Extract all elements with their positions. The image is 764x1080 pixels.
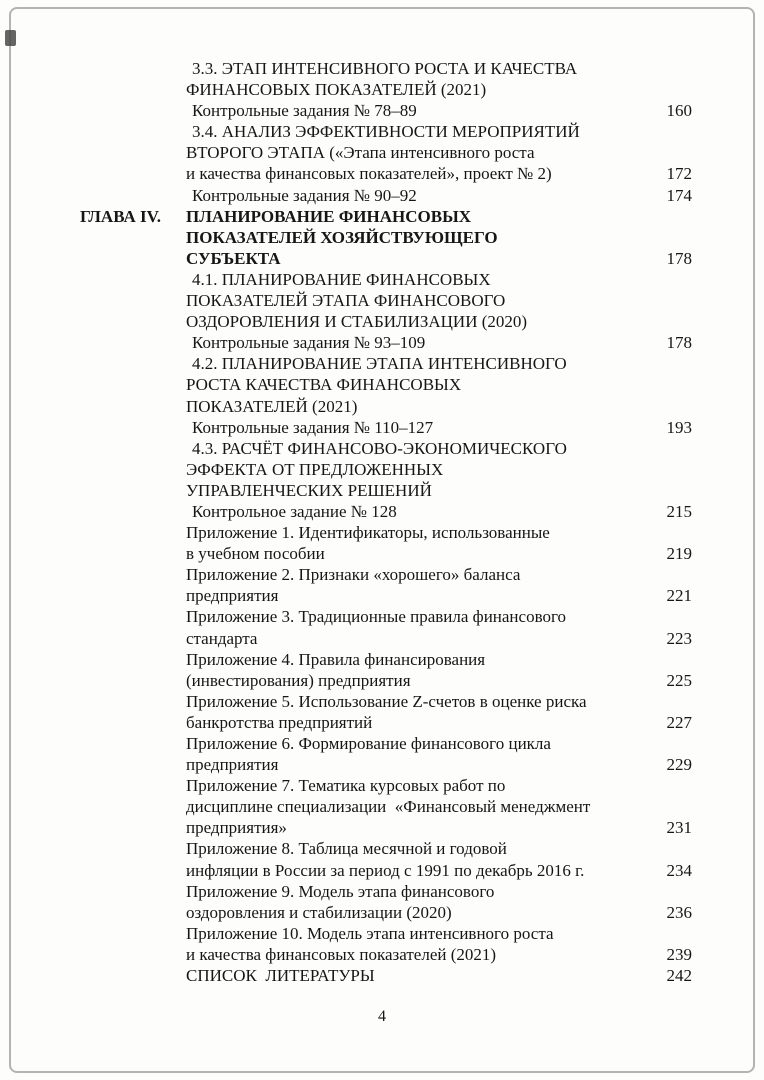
toc-line	[80, 564, 692, 585]
toc-entry-text: ПОКАЗАТЕЛЕЙ ХОЗЯЙСТВУЮЩЕГО	[186, 227, 498, 247]
toc-entry-text: СПИСОК ЛИТЕРАТУРЫ	[186, 966, 375, 986]
toc-page-number: 225	[666, 670, 692, 690]
toc-entry-text: Контрольные задания № 90–92	[192, 185, 417, 205]
toc-line	[80, 585, 692, 606]
toc-line	[80, 712, 692, 733]
toc-entry-text: и качества финансовых показателей (2021)	[186, 944, 497, 964]
toc-page-number: 160	[666, 101, 692, 121]
toc-page-number: 229	[666, 755, 692, 775]
toc-page-number: 174	[666, 185, 692, 205]
toc-line	[80, 374, 692, 395]
toc-page-number: 172	[666, 164, 692, 184]
toc-entry-text: оздоровления и стабилизации (2020)	[186, 902, 452, 922]
toc-page-number: 215	[666, 501, 692, 521]
toc-line	[80, 522, 692, 543]
toc-page-number: 223	[666, 628, 692, 648]
toc-line	[80, 332, 692, 353]
toc-line	[80, 628, 692, 649]
toc-line	[80, 353, 692, 374]
toc-entry-text: банкротства предприятий	[186, 712, 373, 732]
toc-line	[80, 311, 692, 332]
toc-page-number: 193	[666, 417, 692, 437]
toc-line	[80, 796, 692, 817]
toc-line	[80, 480, 692, 501]
toc-page-number: 242	[666, 966, 692, 986]
toc-page-number: 239	[666, 944, 692, 964]
toc-entry-text: Контрольное задание № 128	[192, 501, 397, 521]
toc-line	[80, 944, 692, 965]
toc-line	[80, 58, 692, 79]
toc-line	[80, 775, 692, 796]
toc-line	[80, 163, 692, 184]
toc-entry-text: 3.4. АНАЛИЗ ЭФФЕКТИВНОСТИ МЕРОПРИЯТИЙ	[192, 122, 580, 142]
toc-line	[80, 817, 692, 838]
toc-entry-text: ПЛАНИРОВАНИЕ ФИНАНСОВЫХ	[186, 206, 472, 226]
toc-entry-text: Приложение 1. Идентификаторы, использованные	[186, 523, 550, 543]
toc-entry-text: ВТОРОГО ЭТАПА («Этапа интенсивного роста	[186, 143, 535, 163]
toc-line	[80, 100, 692, 121]
toc-entry-text: Приложение 6. Формирование финансового цикла	[186, 734, 551, 753]
toc-entry-text: Приложение 8. Таблица месячной и годовой	[186, 839, 507, 859]
toc-line	[80, 248, 692, 269]
toc-page-number: 178	[666, 248, 692, 268]
toc-entry-text: Контрольные задания № 78–89	[192, 101, 417, 121]
toc-entry-text: 4.3. РАСЧЁТ ФИНАНСОВО-ЭКОНОМИЧЕСКОГО	[192, 438, 567, 458]
toc-line	[80, 185, 692, 206]
toc-entry-text: 4.1. ПЛАНИРОВАНИЕ ФИНАНСОВЫХ	[192, 269, 491, 289]
toc-entry-text: и качества финансовых показателей», проект № 2)	[186, 164, 552, 184]
toc-line	[80, 838, 692, 859]
toc-line	[80, 501, 692, 522]
toc-line	[80, 269, 692, 290]
toc-entry-text: предприятия»	[186, 818, 287, 838]
toc-entry-text: в учебном пособии	[186, 544, 325, 564]
toc-entry-text: Приложение 4. Правила финансирования	[186, 649, 486, 669]
toc-line	[80, 227, 692, 248]
toc-entry-text: дисциплине специализации «Финансовый менеджмент	[186, 797, 591, 817]
toc-entry-text: СУБЪЕКТА	[186, 248, 281, 268]
toc-entry-text: Контрольные задания № 93–109	[192, 333, 426, 353]
toc-page-number: 221	[666, 586, 692, 606]
toc-line	[80, 396, 692, 417]
toc-entry-text: ПОКАЗАТЕЛЕЙ ЭТАПА ФИНАНСОВОГО	[186, 291, 506, 311]
toc-page-number: 227	[666, 712, 692, 732]
toc-entry-text: Приложение 10. Модель этапа интенсивного роста	[186, 923, 554, 943]
toc-line	[80, 459, 692, 480]
toc-entry-text: 3.3. ЭТАП ИНТЕНСИВНОГО РОСТА И КАЧЕСТВА	[192, 59, 578, 78]
toc-page-number: 219	[666, 544, 692, 564]
toc-line	[80, 290, 692, 311]
page-number-footer: 4	[378, 1008, 386, 1025]
toc-entry-text: 4.2. ПЛАНИРОВАНИЕ ЭТАПА ИНТЕНСИВНОГО	[192, 354, 567, 374]
toc-entry-text: ЭФФЕКТА ОТ ПРЕДЛОЖЕННЫХ	[186, 459, 444, 479]
toc-entry-text: Приложение 3. Традиционные правила финансового	[186, 607, 567, 627]
toc-line	[80, 121, 692, 142]
toc-line	[80, 649, 692, 670]
toc-line	[80, 670, 692, 691]
toc-entry-text: ФИНАНСОВЫХ ПОКАЗАТЕЛЕЙ (2021)	[186, 80, 487, 100]
toc-line	[80, 606, 692, 627]
toc-entry-text: Контрольные задания № 110–127	[192, 417, 434, 437]
toc-page-number: 234	[666, 860, 692, 880]
toc-entry-text: стандарта	[186, 628, 258, 648]
toc-entry-text: УПРАВЛЕНЧЕСКИХ РЕШЕНИЙ	[186, 480, 432, 500]
scan-artifact-mark	[5, 30, 16, 46]
toc-line	[80, 206, 692, 227]
toc-line	[80, 881, 692, 902]
toc-page-number: 236	[666, 902, 692, 922]
toc-line	[80, 965, 692, 986]
toc-page-number: 178	[666, 333, 692, 353]
toc-entry-text: ОЗДОРОВЛЕНИЯ И СТАБИЛИЗАЦИИ (2020)	[186, 312, 528, 332]
toc-line	[80, 79, 692, 100]
toc-entry-text: (инвестирования) предприятия	[186, 670, 411, 690]
toc-line	[80, 923, 692, 944]
table-of-contents	[80, 58, 692, 986]
toc-entry-text: ПОКАЗАТЕЛЕЙ (2021)	[186, 396, 358, 416]
toc-entry-text: РОСТА КАЧЕСТВА ФИНАНСОВЫХ	[186, 375, 462, 395]
toc-line	[80, 902, 692, 923]
toc-page-number: 231	[666, 818, 692, 838]
toc-line	[80, 438, 692, 459]
toc-entry-text: Приложение 9. Модель этапа финансового	[186, 881, 495, 901]
toc-chapter-label: ГЛАВА IV.	[80, 206, 161, 226]
toc-entry-text: Приложение 5. Использование Z-счетов в оценке риска	[186, 691, 587, 711]
toc-line	[80, 417, 692, 438]
toc-line	[80, 733, 692, 754]
toc-entry-text: предприятия	[186, 755, 279, 775]
toc-entry-text: инфляции в России за период с 1991 по декабрь 2016 г.	[186, 860, 585, 880]
toc-entry-text: Приложение 2. Признаки «хорошего» баланса	[186, 565, 521, 585]
toc-entry-text: Приложение 7. Тематика курсовых работ по	[186, 776, 506, 796]
toc-line	[80, 543, 692, 564]
toc-line	[80, 860, 692, 881]
toc-entry-text: предприятия	[186, 586, 279, 606]
toc-line	[80, 754, 692, 775]
toc-line	[80, 142, 692, 163]
toc-line	[80, 691, 692, 712]
